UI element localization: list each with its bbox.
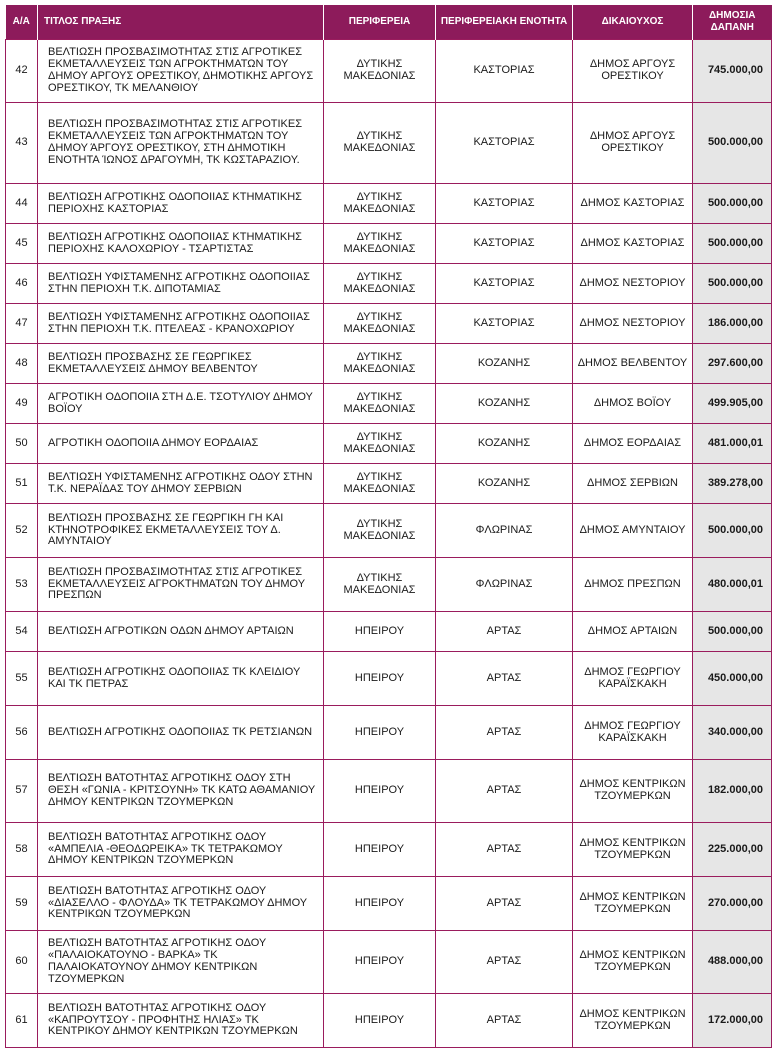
regional-unit-cell: ΦΛΩΡΙΝΑΣ: [436, 558, 573, 612]
project-title: ΒΕΛΤΙΩΣΗ ΒΑΤΟΤΗΤΑΣ ΑΓΡΟΤΙΚΗΣ ΟΔΟΥ ΣΤΗ ΘΕΣΗ «ΓΩΝΙΑ - ΚΡΙΤΣΟΥΝΗ» ΤΚ ΚΑΤΩ ΑΘΑΜΑΝΙΟΥ ΔΗΜΟΥ ΚΕΝΤΡΙΚΩΝ ΤΖΟΥΜΕΡΚΩΝ: [38, 760, 324, 823]
region-cell: ΗΠΕΙΡΟΥ: [324, 994, 436, 1048]
regional-unit-cell: ΑΡΤΑΣ: [436, 877, 573, 931]
public-expenditure-cell: 186.000,00: [693, 304, 772, 344]
regional-unit-cell: ΑΡΤΑΣ: [436, 706, 573, 760]
row-number: 51: [6, 464, 38, 504]
project-title: ΒΕΛΤΙΩΣΗ ΑΓΡΟΤΙΚΗΣ ΟΔΟΠΟΙΙΑΣ ΤΚ ΚΛΕΙΔΙΟΥ ΚΑΙ ΤΚ ΠΕΤΡΑΣ: [38, 652, 324, 706]
beneficiary-cell: ΔΗΜΟΣ ΒΕΛΒΕΝΤΟΥ: [573, 344, 693, 384]
beneficiary-cell: ΔΗΜΟΣ ΑΡΤΑΙΩΝ: [573, 612, 693, 652]
public-expenditure-cell: 500.000,00: [693, 264, 772, 304]
region-cell: ΔΥΤΙΚΗΣ ΜΑΚΕΔΟΝΙΑΣ: [324, 304, 436, 344]
row-number: 47: [6, 304, 38, 344]
beneficiary-cell: ΔΗΜΟΣ ΠΡΕΣΠΩΝ: [573, 558, 693, 612]
region-cell: ΔΥΤΙΚΗΣ ΜΑΚΕΔΟΝΙΑΣ: [324, 224, 436, 264]
row-number: 42: [6, 40, 38, 103]
header-beneficiary: ΔΙΚΑΙΟΥΧΟΣ: [573, 5, 693, 40]
table-row: [6, 103, 772, 184]
public-expenditure-cell: 488.000,00: [693, 931, 772, 994]
public-expenditure-cell: 745.000,00: [693, 40, 772, 103]
header-region: ΠΕΡΙΦΕΡΕΙΑ: [324, 5, 436, 40]
project-title: ΒΕΛΤΙΩΣΗ ΠΡΟΣΒΑΣΗΣ ΣΕ ΓΕΩΡΓΙΚΕΣ ΕΚΜΕΤΑΛΛΕΥΣΕΙΣ ΔΗΜΟΥ ΒΕΛΒΕΝΤΟΥ: [38, 344, 324, 384]
region-cell: ΗΠΕΙΡΟΥ: [324, 706, 436, 760]
regional-unit-cell: ΚΟΖΑΝΗΣ: [436, 384, 573, 424]
region-cell: ΔΥΤΙΚΗΣ ΜΑΚΕΔΟΝΙΑΣ: [324, 40, 436, 103]
row-number: 59: [6, 877, 38, 931]
project-title: ΒΕΛΤΙΩΣΗ ΑΓΡΟΤΙΚΗΣ ΟΔΟΠΟΙΙΑΣ ΤΚ ΡΕΤΣΙΑΝΩΝ: [38, 706, 324, 760]
regional-unit-cell: ΚΑΣΤΟΡΙΑΣ: [436, 103, 573, 184]
beneficiary-cell: ΔΗΜΟΣ ΚΕΝΤΡΙΚΩΝ ΤΖΟΥΜΕΡΚΩΝ: [573, 994, 693, 1048]
row-number: 60: [6, 931, 38, 994]
region-cell: ΗΠΕΙΡΟΥ: [324, 612, 436, 652]
regional-unit-cell: ΚΟΖΑΝΗΣ: [436, 344, 573, 384]
beneficiary-cell: ΔΗΜΟΣ ΚΑΣΤΟΡΙΑΣ: [573, 224, 693, 264]
table-row: [6, 344, 772, 384]
table-row: [6, 558, 772, 612]
row-number: 50: [6, 424, 38, 464]
public-expenditure-cell: 450.000,00: [693, 652, 772, 706]
regional-unit-cell: ΚΟΖΑΝΗΣ: [436, 424, 573, 464]
table-row: [6, 823, 772, 877]
beneficiary-cell: ΔΗΜΟΣ ΓΕΩΡΓΙΟΥ ΚΑΡΑΪΣΚΑΚΗ: [573, 706, 693, 760]
regional-unit-cell: ΚΑΣΤΟΡΙΑΣ: [436, 264, 573, 304]
project-title: ΑΓΡΟΤΙΚΗ ΟΔΟΠΟΙΙΑ ΣΤΗ Δ.Ε. ΤΣΟΤΥΛΙΟΥ ΔΗΜΟΥ ΒΟΪΟΥ: [38, 384, 324, 424]
beneficiary-cell: ΔΗΜΟΣ ΝΕΣΤΟΡΙΟΥ: [573, 264, 693, 304]
row-number: 55: [6, 652, 38, 706]
public-expenditure-cell: 499.905,00: [693, 384, 772, 424]
regional-unit-cell: ΑΡΤΑΣ: [436, 612, 573, 652]
row-number: 46: [6, 264, 38, 304]
row-number: 45: [6, 224, 38, 264]
table-body: [6, 40, 772, 1048]
table-row: [6, 612, 772, 652]
beneficiary-cell: ΔΗΜΟΣ ΒΟΪΟΥ: [573, 384, 693, 424]
region-cell: ΗΠΕΙΡΟΥ: [324, 760, 436, 823]
header-public-expenditure: ΔΗΜΟΣΙΑ ΔΑΠΑΝΗ: [693, 5, 772, 40]
row-number: 54: [6, 612, 38, 652]
region-cell: ΔΥΤΙΚΗΣ ΜΑΚΕΔΟΝΙΑΣ: [324, 344, 436, 384]
project-title: ΒΕΛΤΙΩΣΗ ΠΡΟΣΒΑΣΙΜΟΤΗΤΑΣ ΣΤΙΣ ΑΓΡΟΤΙΚΕΣ ΕΚΜΕΤΑΛΛΕΥΣΕΙΣ ΤΩΝ ΑΓΡΟΚΤΗΜΑΤΩΝ ΤΟΥ ΔΗΜΟΥ ΆΡΓΟΥΣ ΟΡΕΣΤΙΚΟΥ, ΣΤΗ ΔΗΜΟΤΙΚΗ ΕΝΟΤΗΤΑ ΊΩΝΟΣ ΔΡΑΓΟΥΜΗ, ΤΚ ΚΩΣΤΑΡΑΖΙΟΥ.: [38, 103, 324, 184]
region-cell: ΔΥΤΙΚΗΣ ΜΑΚΕΔΟΝΙΑΣ: [324, 424, 436, 464]
regional-unit-cell: ΑΡΤΑΣ: [436, 760, 573, 823]
region-cell: ΗΠΕΙΡΟΥ: [324, 931, 436, 994]
table-row: [6, 384, 772, 424]
regional-unit-cell: ΦΛΩΡΙΝΑΣ: [436, 504, 573, 558]
table-row: [6, 931, 772, 994]
project-title: ΒΕΛΤΙΩΣΗ ΑΓΡΟΤΙΚΗΣ ΟΔΟΠΟΙΙΑΣ ΚΤΗΜΑΤΙΚΗΣ ΠΕΡΙΟΧΗΣ ΚΑΣΤΟΡΙΑΣ: [38, 184, 324, 224]
regional-unit-cell: ΚΑΣΤΟΡΙΑΣ: [436, 224, 573, 264]
row-number: 52: [6, 504, 38, 558]
project-title: ΒΕΛΤΙΩΣΗ ΒΑΤΟΤΗΤΑΣ ΑΓΡΟΤΙΚΗΣ ΟΔΟΥ «ΔΙΑΣΕΛΛΟ - ΦΛΟΥΔΑ» ΤΚ ΤΕΤΡΑΚΩΜΟΥ ΔΗΜΟΥ ΚΕΝΤΡΙΚΩΝ ΤΖΟΥΜΕΡΚΩΝ: [38, 877, 324, 931]
table-row: [6, 304, 772, 344]
public-expenditure-cell: 500.000,00: [693, 184, 772, 224]
table-row: [6, 504, 772, 558]
regional-unit-cell: ΚΑΣΤΟΡΙΑΣ: [436, 40, 573, 103]
region-cell: ΗΠΕΙΡΟΥ: [324, 877, 436, 931]
regional-unit-cell: ΑΡΤΑΣ: [436, 823, 573, 877]
table-row: [6, 994, 772, 1048]
public-expenditure-cell: 172.000,00: [693, 994, 772, 1048]
region-cell: ΔΥΤΙΚΗΣ ΜΑΚΕΔΟΝΙΑΣ: [324, 264, 436, 304]
project-title: ΒΕΛΤΙΩΣΗ ΠΡΟΣΒΑΣΙΜΟΤΗΤΑΣ ΣΤΙΣ ΑΓΡΟΤΙΚΕΣ ΕΚΜΕΤΑΛΛΕΥΣΕΙΣ ΤΩΝ ΑΓΡΟΚΤΗΜΑΤΩΝ ΤΟΥ ΔΗΜΟΥ ΑΡΓΟΥΣ ΟΡΕΣΤΙΚΟΥ, ΔΗΜΟΤΙΚΗΣ ΑΡΓΟΥΣ ΟΡΕΣΤΙΚΟΥ, ΤΚ ΜΕΛΑΝΘΙΟΥ: [38, 40, 324, 103]
project-title: ΑΓΡΟΤΙΚΗ ΟΔΟΠΟΙΙΑ ΔΗΜΟΥ ΕΟΡΔΑΙΑΣ: [38, 424, 324, 464]
project-title: ΒΕΛΤΙΩΣΗ ΠΡΟΣΒΑΣΙΜΟΤΗΤΑΣ ΣΤΙΣ ΑΓΡΟΤΙΚΕΣ ΕΚΜΕΤΑΛΛΕΥΣΕΙΣ ΑΓΡΟΚΤΗΜΑΤΩΝ ΤΟΥ ΔΗΜΟΥ ΠΡΕΣΠΩΝ: [38, 558, 324, 612]
beneficiary-cell: ΔΗΜΟΣ ΑΡΓΟΥΣ ΟΡΕΣΤΙΚΟΥ: [573, 103, 693, 184]
beneficiary-cell: ΔΗΜΟΣ ΝΕΣΤΟΡΙΟΥ: [573, 304, 693, 344]
row-number: 48: [6, 344, 38, 384]
public-expenditure-cell: 297.600,00: [693, 344, 772, 384]
public-expenditure-cell: 500.000,00: [693, 103, 772, 184]
public-expenditure-cell: 389.278,00: [693, 464, 772, 504]
beneficiary-cell: ΔΗΜΟΣ ΑΜΥΝΤΑΙΟΥ: [573, 504, 693, 558]
public-expenditure-cell: 481.000,01: [693, 424, 772, 464]
project-title: ΒΕΛΤΙΩΣΗ ΥΦΙΣΤΑΜΕΝΗΣ ΑΓΡΟΤΙΚΗΣ ΟΔΟΠΟΙΙΑΣ ΣΤΗΝ ΠΕΡΙΟΧΗ Τ.Κ. ΔΙΠΟΤΑΜΙΑΣ: [38, 264, 324, 304]
public-expenditure-cell: 500.000,00: [693, 224, 772, 264]
beneficiary-cell: ΔΗΜΟΣ ΓΕΩΡΓΙΟΥ ΚΑΡΑΪΣΚΑΚΗ: [573, 652, 693, 706]
region-cell: ΔΥΤΙΚΗΣ ΜΑΚΕΔΟΝΙΑΣ: [324, 558, 436, 612]
region-cell: ΗΠΕΙΡΟΥ: [324, 652, 436, 706]
table-row: [6, 264, 772, 304]
project-title: ΒΕΛΤΙΩΣΗ ΒΑΤΟΤΗΤΑΣ ΑΓΡΟΤΙΚΗΣ ΟΔΟΥ «ΠΑΛΑΙΟΚΑΤΟΥΝΟ - ΒΑΡΚΑ» ΤΚ ΠΑΛΑΙΟΚΑΤΟΥΝΟΥ ΔΗΜΟΥ ΚΕΝΤΡΙΚΩΝ ΤΖΟΥΜΕΡΚΩΝ: [38, 931, 324, 994]
beneficiary-cell: ΔΗΜΟΣ ΚΕΝΤΡΙΚΩΝ ΤΖΟΥΜΕΡΚΩΝ: [573, 931, 693, 994]
header-aa: Α/Α: [6, 5, 38, 40]
row-number: 44: [6, 184, 38, 224]
row-number: 43: [6, 103, 38, 184]
row-number: 53: [6, 558, 38, 612]
beneficiary-cell: ΔΗΜΟΣ ΚΕΝΤΡΙΚΩΝ ΤΖΟΥΜΕΡΚΩΝ: [573, 823, 693, 877]
public-expenditure-cell: 182.000,00: [693, 760, 772, 823]
public-expenditure-cell: 500.000,00: [693, 504, 772, 558]
public-expenditure-cell: 480.000,01: [693, 558, 772, 612]
regional-unit-cell: ΚΟΖΑΝΗΣ: [436, 464, 573, 504]
beneficiary-cell: ΔΗΜΟΣ ΚΕΝΤΡΙΚΩΝ ΤΖΟΥΜΕΡΚΩΝ: [573, 877, 693, 931]
beneficiary-cell: ΔΗΜΟΣ ΕΟΡΔΑΙΑΣ: [573, 424, 693, 464]
regional-unit-cell: ΑΡΤΑΣ: [436, 931, 573, 994]
public-expenditure-cell: 270.000,00: [693, 877, 772, 931]
header-title: ΤΙΤΛΟΣ ΠΡΑΞΗΣ: [38, 5, 324, 40]
region-cell: ΔΥΤΙΚΗΣ ΜΑΚΕΔΟΝΙΑΣ: [324, 103, 436, 184]
table-row: [6, 224, 772, 264]
table-row: [6, 877, 772, 931]
table-header: [6, 5, 772, 40]
regional-unit-cell: ΚΑΣΤΟΡΙΑΣ: [436, 184, 573, 224]
beneficiary-cell: ΔΗΜΟΣ ΚΑΣΤΟΡΙΑΣ: [573, 184, 693, 224]
table-row: [6, 760, 772, 823]
regional-unit-cell: ΑΡΤΑΣ: [436, 652, 573, 706]
beneficiary-cell: ΔΗΜΟΣ ΣΕΡΒΙΩΝ: [573, 464, 693, 504]
region-cell: ΔΥΤΙΚΗΣ ΜΑΚΕΔΟΝΙΑΣ: [324, 464, 436, 504]
public-expenditure-cell: 500.000,00: [693, 612, 772, 652]
header-row: [6, 5, 772, 40]
region-cell: ΔΥΤΙΚΗΣ ΜΑΚΕΔΟΝΙΑΣ: [324, 504, 436, 558]
region-cell: ΔΥΤΙΚΗΣ ΜΑΚΕΔΟΝΙΑΣ: [324, 384, 436, 424]
regional-unit-cell: ΑΡΤΑΣ: [436, 994, 573, 1048]
project-title: ΒΕΛΤΙΩΣΗ ΒΑΤΟΤΗΤΑΣ ΑΓΡΟΤΙΚΗΣ ΟΔΟΥ «ΚΑΠΡΟΥΤΣΟΥ - ΠΡΟΦΗΤΗΣ ΗΛΙΑΣ» ΤΚ ΚΕΝΤΡΙΚΟΥ ΔΗΜΟΥ ΚΕΝΤΡΙΚΩΝ ΤΖΟΥΜΕΡΚΩΝ: [38, 994, 324, 1048]
regional-unit-cell: ΚΑΣΤΟΡΙΑΣ: [436, 304, 573, 344]
project-title: ΒΕΛΤΙΩΣΗ ΠΡΟΣΒΑΣΗΣ ΣΕ ΓΕΩΡΓΙΚΗ ΓΗ ΚΑΙ ΚΤΗΝΟΤΡΟΦΙΚΕΣ ΕΚΜΕΤΑΛΛΕΥΣΕΙΣ ΤΟΥ Δ. ΑΜΥΝΤΑΙΟΥ: [38, 504, 324, 558]
project-title: ΒΕΛΤΙΩΣΗ ΒΑΤΟΤΗΤΑΣ ΑΓΡΟΤΙΚΗΣ ΟΔΟΥ «ΑΜΠΕΛΙΑ -ΘΕΟΔΩΡΕΙΚΑ» ΤΚ ΤΕΤΡΑΚΩΜΟΥ ΔΗΜΟΥ ΚΕΝΤΡΙΚΩΝ ΤΖΟΥΜΕΡΚΩΝ: [38, 823, 324, 877]
region-cell: ΔΥΤΙΚΗΣ ΜΑΚΕΔΟΝΙΑΣ: [324, 184, 436, 224]
header-regional-unit: ΠΕΡΙΦΕΡΕΙΑΚΗ ΕΝΟΤΗΤΑ: [436, 5, 573, 40]
row-number: 61: [6, 994, 38, 1048]
beneficiary-cell: ΔΗΜΟΣ ΑΡΓΟΥΣ ΟΡΕΣΤΙΚΟΥ: [573, 40, 693, 103]
table-row: [6, 464, 772, 504]
row-number: 57: [6, 760, 38, 823]
public-expenditure-cell: 340.000,00: [693, 706, 772, 760]
region-cell: ΗΠΕΙΡΟΥ: [324, 823, 436, 877]
table-row: [6, 40, 772, 103]
project-title: ΒΕΛΤΙΩΣΗ ΥΦΙΣΤΑΜΕΝΗΣ ΑΓΡΟΤΙΚΗΣ ΟΔΟΠΟΙΙΑΣ ΣΤΗΝ ΠΕΡΙΟΧΗ Τ.Κ. ΠΤΕΛΕΑΣ - ΚΡΑΝΟΧΩΡΙΟΥ: [38, 304, 324, 344]
table-row: [6, 184, 772, 224]
public-expenditure-cell: 225.000,00: [693, 823, 772, 877]
project-title: ΒΕΛΤΙΩΣΗ ΑΓΡΟΤΙΚΗΣ ΟΔΟΠΟΙΙΑΣ ΚΤΗΜΑΤΙΚΗΣ ΠΕΡΙΟΧΗΣ ΚΑΛΟΧΩΡΙΟΥ - ΤΣΑΡΤΙΣΤΑΣ: [38, 224, 324, 264]
row-number: 49: [6, 384, 38, 424]
table-row: [6, 706, 772, 760]
row-number: 58: [6, 823, 38, 877]
project-title: ΒΕΛΤΙΩΣΗ ΑΓΡΟΤΙΚΩΝ ΟΔΩΝ ΔΗΜΟΥ ΑΡΤΑΙΩΝ: [38, 612, 324, 652]
table-row: [6, 652, 772, 706]
table-row: [6, 424, 772, 464]
row-number: 56: [6, 706, 38, 760]
projects-table: [5, 5, 772, 1048]
project-title: ΒΕΛΤΙΩΣΗ ΥΦΙΣΤΑΜΕΝΗΣ ΑΓΡΟΤΙΚΗΣ ΟΔΟΥ ΣΤΗΝ Τ.Κ. ΝΕΡΑΪΔΑΣ ΤΟΥ ΔΗΜΟΥ ΣΕΡΒΙΩΝ: [38, 464, 324, 504]
beneficiary-cell: ΔΗΜΟΣ ΚΕΝΤΡΙΚΩΝ ΤΖΟΥΜΕΡΚΩΝ: [573, 760, 693, 823]
